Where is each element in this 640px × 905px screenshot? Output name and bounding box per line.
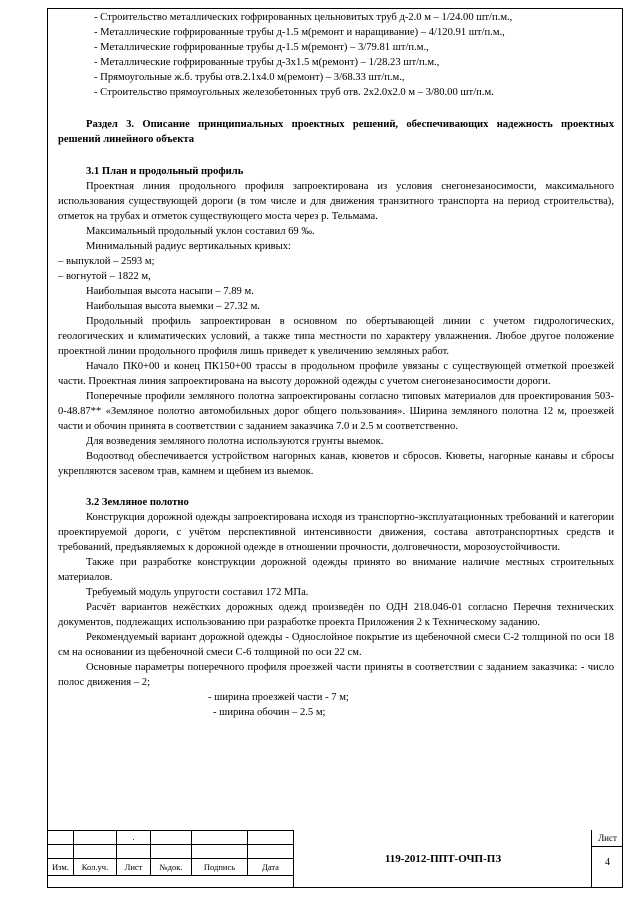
sheet-label: Лист xyxy=(592,830,623,847)
subsection-3-1-heading: 3.1 План и продольный профиль xyxy=(86,166,244,177)
paragraph-line: Максимальный продольный уклон составил 69 ‰. xyxy=(86,226,315,237)
col-header: Лист xyxy=(117,859,151,876)
paragraph-line: Наибольшая высота выемки – 27.32 м. xyxy=(86,301,260,312)
paragraph: Для возведения земляного полотна используются грунты выемок. xyxy=(86,436,384,447)
list-item: - Прямоугольные ж.б. трубы отв.2.1х4.0 м(ремонт) – 3/68.33 шт/п.м., xyxy=(94,72,405,83)
title-block xyxy=(47,830,623,888)
revision-table xyxy=(47,830,294,876)
col-header: Изм. xyxy=(48,859,74,876)
paragraph: Расчёт вариантов нежёстких дорожных одежд произведён по ОДН 218.046-01 согласно Перечня технических документов, подлежащих использованию при разработке проекта Приложения 2 к Техническому заданию. xyxy=(58,602,614,628)
list-item: – вогнутой – 1822 м, xyxy=(58,271,151,282)
sheet-number: 4 xyxy=(605,857,610,868)
col-header: №док. xyxy=(151,859,192,876)
list-item: – выпуклой – 2593 м; xyxy=(58,256,155,267)
subsection-3-2-heading: 3.2 Земляное полотно xyxy=(86,497,189,508)
sheet-box xyxy=(591,830,623,887)
list-item: - Строительство металлических гофрированных цельновитых труб д-2.0 м – 1/24.00 шт/п.м., xyxy=(94,12,513,23)
list-item: - Металлические гофрированные трубы д-1.5 м(ремонт и наращивание) – 4/120.91 шт/п.м., xyxy=(94,27,505,38)
col-header: Подпись xyxy=(192,859,248,876)
list-item: - Металлические гофрированные трубы д-3х1.5 м(ремонт) – 1/28.23 шт/п.м., xyxy=(94,57,440,68)
list-item: - Металлические гофрированные трубы д-1.5 м(ремонт) – 3/79.81 шт/п.м., xyxy=(94,42,429,53)
paragraph: Начало ПК0+00 и конец ПК150+00 трассы в продольном профиле увязаны с существующей отметкой проезжей части. Проектная линия запроектирована на высоту дорожной одежды с учетом снегонезаносимости дороги. xyxy=(58,361,614,387)
paragraph: Требуемый модуль упругости составил 172 МПа. xyxy=(86,587,309,598)
stamp-mark: . xyxy=(117,831,151,845)
pipe-list xyxy=(58,10,614,100)
document-body xyxy=(58,10,614,720)
paragraph: Также при разработке конструкции дорожной одежды принято во внимание наличие местных строительных материалов. xyxy=(58,557,614,583)
document-code: 119-2012-ППТ-ОЧП-ПЗ xyxy=(293,830,592,887)
list-item: - ширина обочин – 2.5 м; xyxy=(213,707,326,718)
section-3-heading: Раздел 3. Описание принципиальных проектных решений, обеспечивающих надежность проектных решений линейного объекта xyxy=(58,119,614,145)
list-item: - Строительство прямоугольных железобетонных труб отв. 2х2.0х2.0 м – 3/80.00 шт/п.м. xyxy=(94,87,494,98)
paragraph: Поперечные профили земляного полотна запроектированы согласно типовых материалов для проектирования 503-0-48.87** «Земляное полотно автомобильных дорог общего пользования». Ширина земляного полотна 12 м, проезжей части и обочин принята в соответствии с заданием заказчика 7.0 и 2.5 м соответственно. xyxy=(58,391,614,432)
paragraph-line: Минимальный радиус вертикальных кривых: xyxy=(86,241,291,252)
paragraph: Рекомендуемый вариант дорожной одежды - Однослойное покрытие из щебеночной смеси С-2 толщиной по оси 18 см на основании из щебеночной смеси С-6 толщиной по оси 22 см. xyxy=(58,632,614,658)
col-header: Кол.уч. xyxy=(74,859,117,876)
paragraph: Проектная линия продольного профиля запроектирована из условия снегонезаносимости, максимального использования существующей дороги (в том числе и для движения транзитного транспорта на период строительства), отметок на трубах и отметок существующего моста через р. Тельмама. xyxy=(58,181,614,222)
paragraph: Основные параметры поперечного профиля проезжей части приняты в соответствии с заданием заказчика: - число полос движения – 2; xyxy=(58,662,614,688)
list-item: - ширина проезжей части - 7 м; xyxy=(208,692,349,703)
paragraph-line: Наибольшая высота насыпи – 7.89 м. xyxy=(86,286,254,297)
col-header: Дата xyxy=(248,859,294,876)
paragraph: Продольный профиль запроектирован в основном по обертывающей линии с учетом гидрологических, геологических и климатических условий, а также типа местности по характеру увлажнения. Любое другое положение проектной линии продольного профиля лишь приведет к увеличению земляных работ. xyxy=(58,316,614,357)
paragraph: Водоотвод обеспечивается устройством нагорных канав, кюветов и сбросов. Кюветы, нагорные канавы и сбросы укрепляются засевом трав, камнем и щебнем из выемок. xyxy=(58,451,614,477)
paragraph: Конструкция дорожной одежды запроектирована исходя из транспортно-эксплуатационных требований и категории проектируемой дороги, с учётом перспективной интенсивности движения, состава автотранспортных средств и требований, предъявляемых к дорожной одежде в отношении прочности, долговечности, морозоустойчивости. xyxy=(58,512,614,553)
